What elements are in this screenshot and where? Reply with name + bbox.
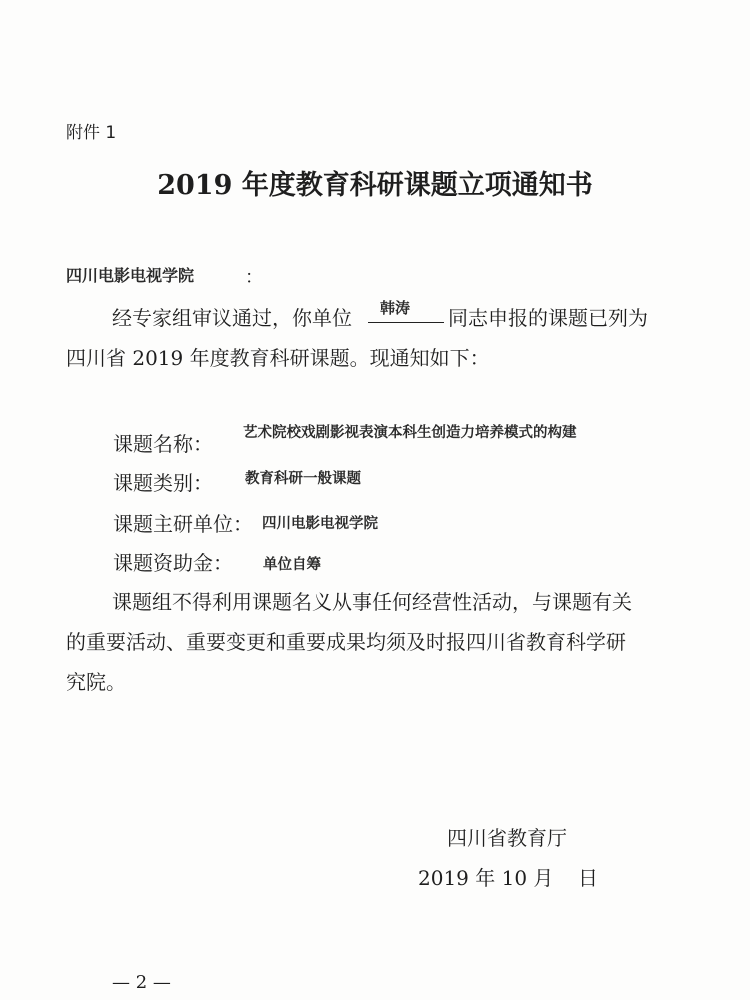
field-value-research-unit: 四川电影电视学院 [262,516,378,532]
field-label-topic-category: 课题类别： [113,471,213,495]
field-label-funding: 课题资助金： [113,551,233,575]
applicant-underline [368,322,444,323]
paragraph1-part1: 经专家组审议通过，你单位 [112,306,352,330]
paragraph1-line2: 四川省 2019 年度教育科研课题。现通知如下： [66,346,490,370]
field-label-research-unit: 课题主研单位： [113,512,253,536]
paragraph2-line1: 课题组不得利用课题名义从事任何经营性活动，与课题有关 [112,590,632,614]
issue-date-year-month: 2019 年 10 月 [418,866,554,890]
field-value-funding: 单位自筹 [263,557,321,573]
document-title: 2019 年度教育科研课题立项通知书 [157,170,593,201]
recipient-unit: 四川电影电视学院 [66,266,195,285]
field-value-topic-category: 教育科研一般课题 [245,471,361,487]
issue-date-day: 日 [578,866,598,890]
page-number: — 2 — [112,972,171,993]
recipient-colon: ： [245,267,263,288]
paragraph2-line2: 的重要活动、重要变更和重要成果均须及时报四川省教育科学研 [66,630,626,654]
field-value-topic-name: 艺术院校戏剧影视表演本科生创造力培养模式的构建 [243,425,577,441]
attachment-label: 附件 1 [66,123,117,143]
paragraph1-part2: 同志申报的课题已列为 [448,306,648,330]
applicant-name: 韩涛 [380,299,411,317]
field-label-topic-name: 课题名称： [113,432,213,456]
paragraph2-line3: 究院。 [66,670,126,694]
issuer-name: 四川省教育厅 [447,826,567,850]
